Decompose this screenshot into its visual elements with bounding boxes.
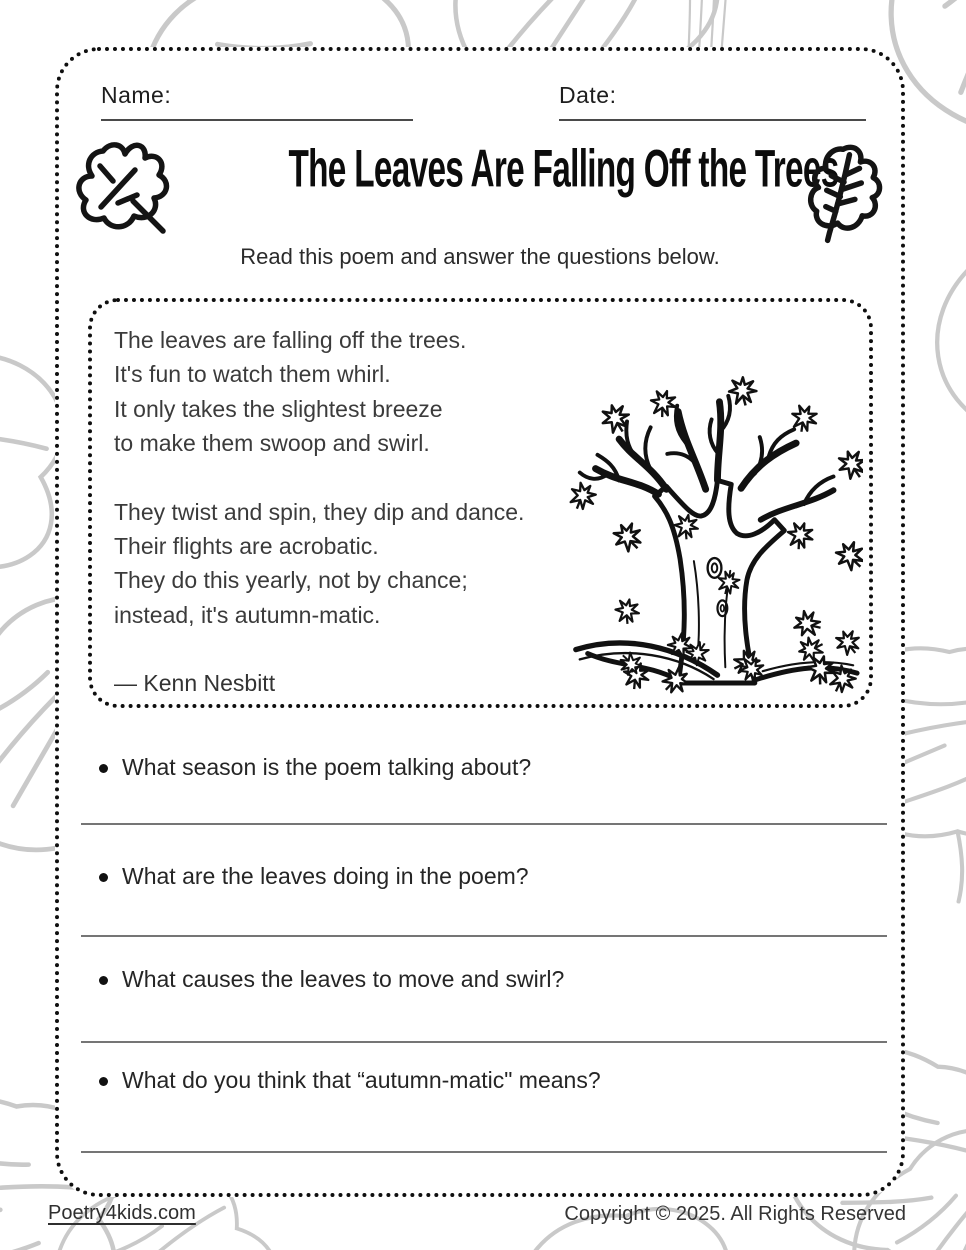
- question-row: [99, 863, 871, 890]
- page-title: The Leaves Are Falling Off the Trees: [288, 139, 839, 199]
- date-blank-line: [559, 119, 866, 121]
- bullet-icon: [99, 873, 108, 882]
- question-row: [99, 1067, 871, 1094]
- instructions-text: Read this poem and answer the questions below.: [240, 244, 720, 269]
- poem-attribution: — Kenn Nesbitt: [114, 670, 276, 697]
- poem-text: [114, 323, 524, 701]
- poem-box: [88, 298, 873, 708]
- poem-line: instead, it's autumn-matic.: [114, 601, 381, 628]
- bullet-icon: [99, 1077, 108, 1086]
- poem-line: The leaves are falling off the trees.: [114, 327, 467, 353]
- date-label: Date:: [559, 82, 617, 108]
- name-blank-line: [101, 119, 413, 121]
- poem-line: Their flights are acrobatic.: [114, 533, 379, 560]
- question-row: [99, 754, 871, 781]
- answer-blank-line: [81, 935, 887, 937]
- worksheet-card: [55, 47, 905, 1197]
- poem-line: It's fun to watch them whirl.: [114, 361, 391, 388]
- poem-line: It only takes the slightest breeze: [114, 395, 443, 422]
- title-row: [159, 139, 839, 199]
- name-label: Name:: [101, 82, 172, 108]
- poem-line: to make them swoop and swirl.: [114, 430, 430, 457]
- copyright-text: Copyright © 2025. All Rights Reserved: [564, 1203, 906, 1225]
- question-text: What do you think that “autumn-matic" means?: [122, 1067, 601, 1093]
- maple-leaf-icon: [71, 135, 175, 239]
- autumn-tree-illustration: [568, 370, 863, 700]
- question-text: What season is the poem talking about?: [122, 754, 532, 780]
- question-text: What are the leaves doing in the poem?: [122, 863, 529, 889]
- poem-line: They twist and spin, they dip and dance.: [114, 498, 525, 525]
- question-text: What causes the leaves to move and swirl?: [122, 966, 565, 992]
- stanza-gap: [114, 461, 524, 495]
- bullet-icon: [99, 764, 108, 773]
- answer-blank-line: [81, 1151, 887, 1153]
- poem-line: They do this yearly, not by chance;: [114, 567, 468, 594]
- question-row: [99, 966, 871, 993]
- oak-leaf-icon: [803, 139, 885, 247]
- bullet-icon: [99, 976, 108, 985]
- answer-blank-line: [81, 1041, 887, 1043]
- answer-blank-line: [81, 823, 887, 825]
- poetry4kids-link[interactable]: Poetry4kids.com: [48, 1202, 196, 1224]
